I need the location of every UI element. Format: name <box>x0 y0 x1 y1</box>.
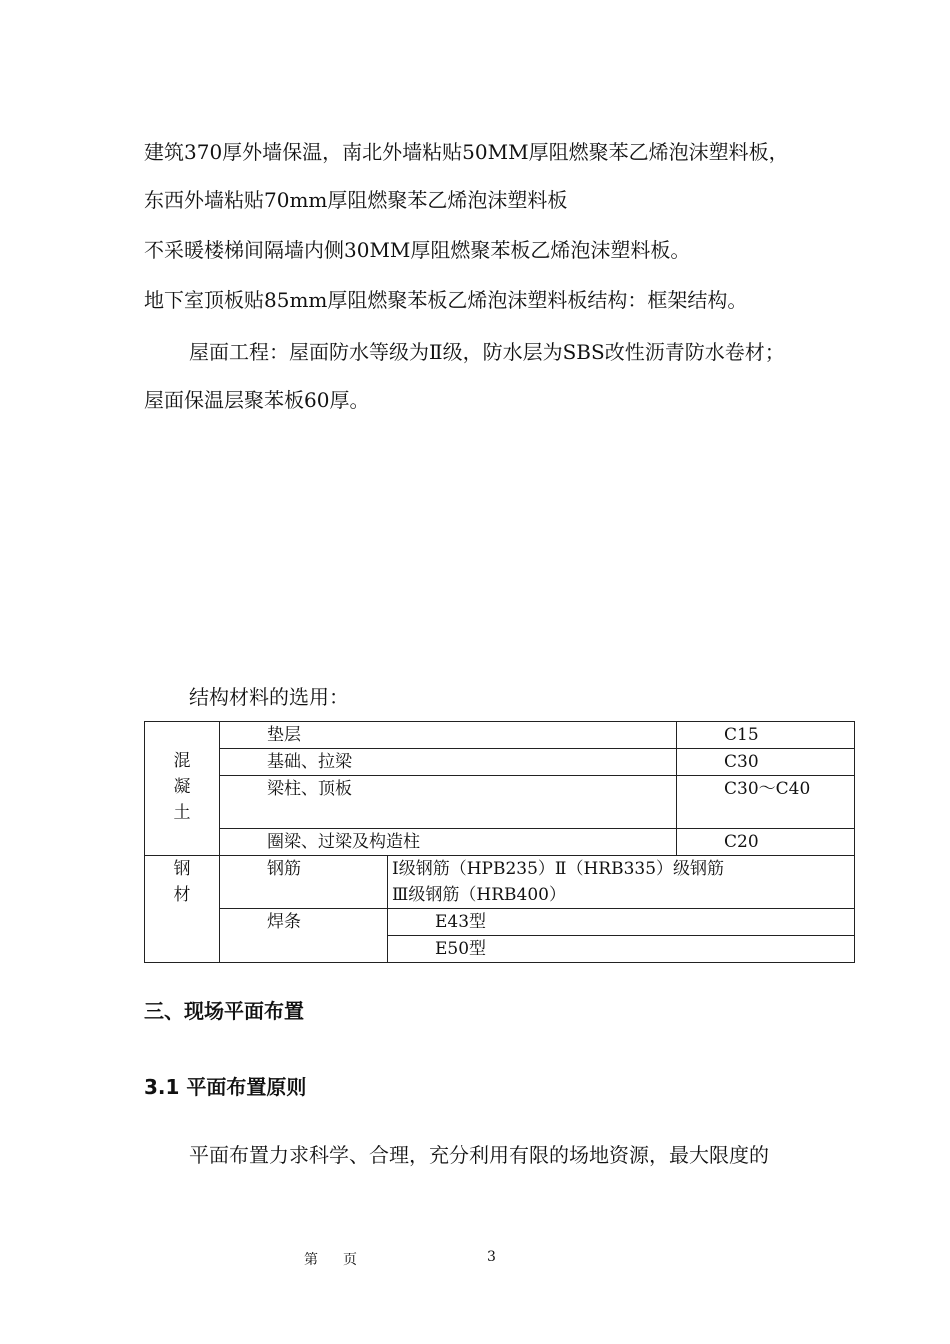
table-cell: E43型 <box>388 909 855 936</box>
paragraph-line: 建筑370厚外墙保温，南北外墙粘贴50MM厚阻燃聚苯乙烯泡沫塑料板， <box>144 140 789 164</box>
table-row <box>145 749 855 776</box>
table-cell: 焊条 <box>220 909 388 963</box>
concrete-label: 混凝土 <box>173 751 191 823</box>
paragraph-line: 屋面工程：屋面防水等级为Ⅱ级，防水层为SBS改性沥青防水卷材； <box>189 340 785 364</box>
table-cell: 钢筋 <box>220 856 388 909</box>
section-heading: 三、现场平面布置 <box>144 999 304 1023</box>
table-cell: 圈梁、过梁及构造柱 <box>220 829 677 856</box>
table-cell: C20 <box>677 829 855 856</box>
table-caption: 结构材料的选用： <box>189 685 349 709</box>
subsection-heading: 3.1 平面布置原则 <box>144 1075 307 1099</box>
materials-table <box>144 721 855 963</box>
table-cell: C30～C40 <box>677 776 855 829</box>
table-row <box>145 722 855 749</box>
table-row <box>145 856 855 909</box>
paragraph-line: 屋面保温层聚苯板60厚。 <box>144 388 370 412</box>
table-row <box>145 776 855 829</box>
paragraph-line: 东西外墙粘贴70mm厚阻燃聚苯乙烯泡沫塑料板 <box>144 188 568 212</box>
concrete-label-cell <box>145 722 220 856</box>
rebar-line: Ⅲ级钢筋（HRB400） <box>392 885 566 905</box>
rebar-line: Ⅰ级钢筋（HPB235）Ⅱ（HRB335）级钢筋 <box>392 859 725 879</box>
table-row <box>145 829 855 856</box>
paragraph-line: 不采暖楼梯间隔墙内侧30MM厚阻燃聚苯板乙烯泡沫塑料板。 <box>144 238 691 262</box>
table-cell: C15 <box>677 722 855 749</box>
rebar-cell <box>388 856 855 909</box>
footer-label-right: 页 <box>343 1252 357 1268</box>
table-row <box>145 909 855 936</box>
table-cell: 垫层 <box>220 722 677 749</box>
table-cell: C30 <box>677 749 855 776</box>
footer-label-left: 第 <box>304 1252 318 1268</box>
table-cell: 梁柱、顶板 <box>220 776 677 829</box>
table-cell: 基础、拉梁 <box>220 749 677 776</box>
steel-label-cell <box>145 856 220 963</box>
paragraph-line: 平面布置力求科学、合理，充分利用有限的场地资源，最大限度的 <box>189 1143 769 1167</box>
page-number: 3 <box>487 1249 496 1265</box>
paragraph-line: 地下室顶板贴85mm厚阻燃聚苯板乙烯泡沫塑料板结构：框架结构。 <box>144 288 748 312</box>
steel-label: 钢材 <box>173 859 191 905</box>
table-cell: E50型 <box>388 936 855 963</box>
